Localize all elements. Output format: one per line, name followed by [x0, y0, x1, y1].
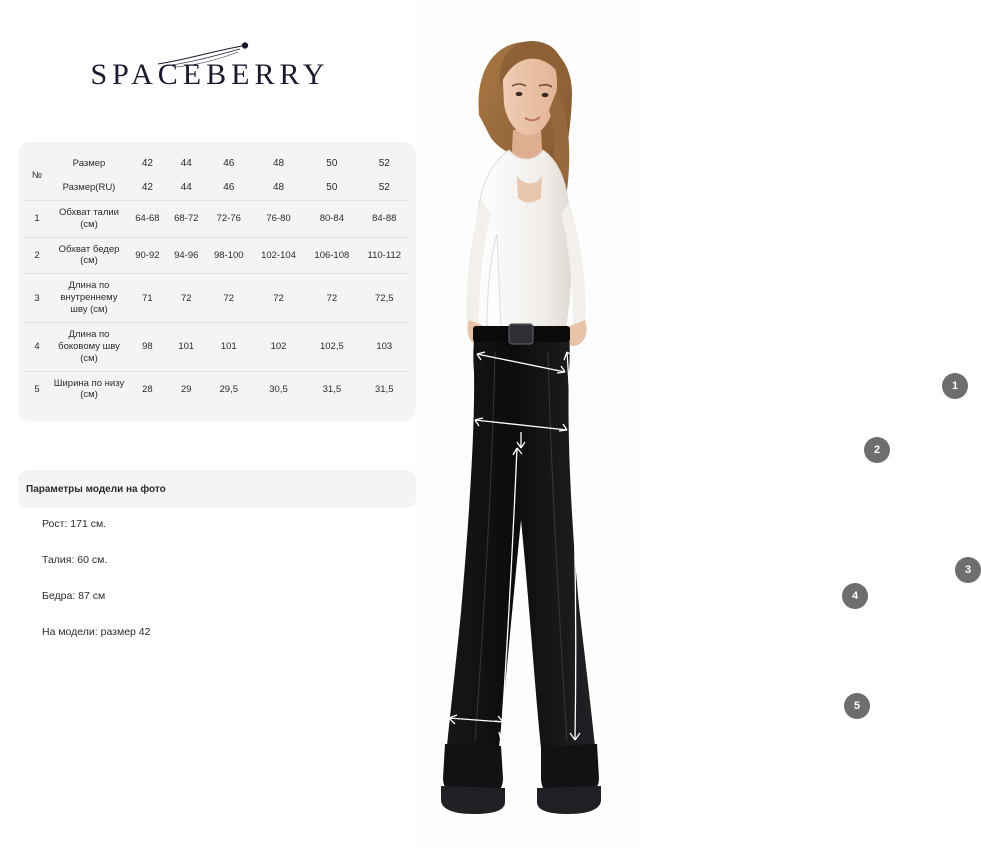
table-row — [24, 237, 410, 274]
brand-name: SPACEBERRY — [90, 58, 330, 91]
row-label: Длина по внутреннему шву (см) — [50, 274, 128, 323]
row-label: Длина по боковому шву (см) — [50, 322, 128, 371]
table-row — [24, 371, 410, 407]
row-label: Обхват бедер (см) — [50, 237, 128, 274]
model-param-size: На модели: размер 42 — [42, 626, 151, 638]
table-cell: 102 — [252, 322, 305, 371]
model-params-title: Параметры модели на фото — [26, 484, 166, 495]
size-header-cell: 44 — [180, 158, 192, 170]
table-header-row-size — [24, 152, 410, 176]
size-header-cell: 42 — [141, 158, 153, 170]
model-param-waist: Талия: 60 см. — [42, 554, 108, 566]
size-header-cell: 46 — [223, 158, 235, 170]
table-cell: 31,5 — [359, 371, 410, 407]
size-header-cell: 48 — [272, 158, 285, 170]
measurement-badge-3: 3 — [955, 557, 981, 583]
measurement-badge-1: 1 — [942, 373, 968, 399]
model-photo — [417, 0, 972, 848]
row-number: 2 — [24, 237, 50, 274]
table-cell: 29,5 — [206, 371, 252, 407]
table-cell: 94-96 — [167, 237, 206, 274]
table-cell: 76-80 — [252, 200, 305, 237]
table-row — [24, 200, 410, 237]
size-ru-header-cell: 46 — [223, 182, 235, 194]
table-row — [24, 274, 410, 323]
model-illustration — [417, 0, 636, 848]
row-number: 4 — [24, 322, 50, 371]
table-cell: 72 — [305, 274, 358, 323]
table-cell: 110-112 — [359, 237, 410, 274]
column-header-size: Размер — [72, 158, 106, 169]
table-cell: 28 — [128, 371, 167, 407]
table-row — [24, 322, 410, 371]
row-number: 3 — [24, 274, 50, 323]
table-cell: 101 — [206, 322, 252, 371]
table-cell: 68-72 — [167, 200, 206, 237]
row-number: 1 — [24, 200, 50, 237]
row-number: 5 — [24, 371, 50, 407]
table-cell: 31,5 — [305, 371, 358, 407]
size-table-card — [18, 142, 416, 421]
table-cell: 72 — [206, 274, 252, 323]
size-ru-header-cell: 52 — [378, 182, 390, 194]
table-cell: 98 — [128, 322, 167, 371]
measurement-badge-4: 4 — [842, 583, 868, 609]
measurement-badge-5: 5 — [844, 693, 870, 719]
brand-logo — [0, 58, 420, 92]
measurement-badge-2: 2 — [864, 437, 890, 463]
table-cell: 98-100 — [206, 237, 252, 274]
size-header-cell: 50 — [326, 158, 338, 170]
size-table — [24, 152, 410, 407]
size-ru-header-cell: 50 — [326, 182, 338, 194]
table-cell: 84-88 — [359, 200, 410, 237]
table-cell: 72,5 — [359, 274, 410, 323]
model-param-height: Рост: 171 см. — [42, 518, 107, 530]
table-cell: 71 — [128, 274, 167, 323]
table-cell: 80-84 — [305, 200, 358, 237]
column-header-number: № — [31, 170, 43, 182]
table-cell: 90-92 — [128, 237, 167, 274]
table-cell: 103 — [359, 322, 410, 371]
table-header-row-size-ru — [24, 176, 410, 200]
column-header-size-ru: Размер(RU) — [62, 181, 116, 193]
table-cell: 106-108 — [305, 237, 358, 274]
row-label: Обхват талии (см) — [50, 200, 128, 237]
table-cell: 30,5 — [252, 371, 305, 407]
size-ru-header-cell: 48 — [272, 182, 285, 194]
size-header-cell: 52 — [378, 158, 390, 170]
table-cell: 72 — [252, 274, 305, 323]
table-cell: 29 — [167, 371, 206, 407]
size-ru-header-cell: 42 — [141, 182, 153, 194]
table-cell: 101 — [167, 322, 206, 371]
row-label: Ширина по низу (см) — [50, 371, 128, 407]
table-cell: 102,5 — [305, 322, 358, 371]
model-param-hips: Бедра: 87 см — [42, 590, 106, 602]
size-ru-header-cell: 44 — [180, 182, 192, 194]
table-cell: 64-68 — [128, 200, 167, 237]
table-cell: 102-104 — [252, 237, 305, 274]
table-cell: 72-76 — [206, 200, 252, 237]
table-cell: 72 — [167, 274, 206, 323]
